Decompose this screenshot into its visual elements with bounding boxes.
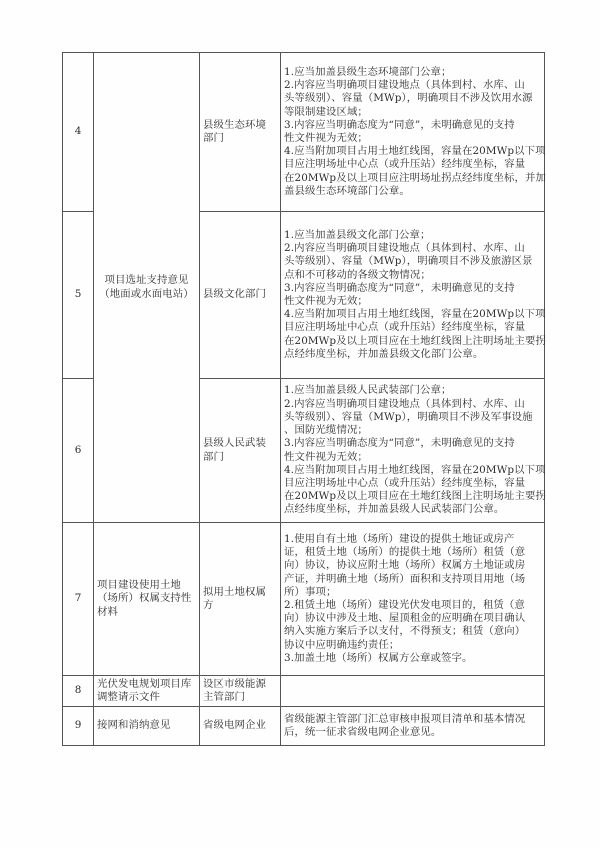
requirement-line: 3.加盖土地（场所）权属方公章或签字。 — [284, 651, 473, 664]
requirement-line: 头等级别）、容量（MWp），明确项目不涉及饮用水源 — [284, 92, 533, 105]
requirement-line: 向）协议中涉及土地、屋顶租金的应明确在项目确认 — [284, 612, 526, 625]
category-line: 接网和消纳意见 — [97, 719, 171, 732]
department-cell — [200, 379, 281, 523]
department-cell — [200, 523, 281, 676]
requirement-line: 3.内容应当明确态度为“同意”，未明确意见的支持 — [284, 118, 515, 131]
requirement-line: 、国防光缆情况； — [284, 424, 368, 437]
category-line: 材料 — [97, 605, 118, 618]
requirement-line: 省级能源主管部门汇总审核申报项目清单和基本情况 — [284, 712, 526, 725]
requirement-line: 向）协议，协议应附土地（场所）权属方土地证或房 — [284, 559, 526, 572]
department-line: 部门 — [203, 450, 224, 463]
table-row — [63, 707, 545, 746]
requirements-cell — [281, 523, 545, 676]
requirement-line: 1.使用自有土地（场所）建设的提供土地证或房产 — [284, 532, 515, 545]
requirement-line: 2.租赁土地（场所）建设光伏发电项目的，租赁（意 — [284, 599, 525, 611]
requirement-line: 等限制建设区域； — [284, 105, 368, 118]
requirement-line: 纳入实施方案后予以支付，不得预支；租赁（意向） — [284, 625, 526, 638]
requirement-line: 3.内容应当明确态度为“同意”，未明确意见的支持 — [284, 437, 515, 450]
category-cell — [94, 53, 200, 523]
requirement-line: 点经纬度坐标，并加盖县级文化部门公章。 — [284, 347, 484, 360]
requirements-cell — [281, 676, 545, 707]
requirement-line: 2.内容应当明确项目建设地点（具体到村、水库、山 — [284, 242, 525, 255]
requirement-line: 证，租赁土地（场所）的提供土地（场所）租赁（意 — [284, 546, 526, 559]
requirements-cell — [281, 53, 545, 212]
requirement-line: 1.应当加盖县级文化部门公章； — [284, 228, 431, 241]
requirement-line: 所）事项； — [284, 585, 337, 598]
category-line: 光伏发电规划项目库 — [97, 677, 192, 690]
department-line: 县级文化部门 — [203, 288, 266, 301]
row-number: 7 — [63, 523, 94, 676]
row-number: 6 — [63, 379, 94, 523]
category-line: 调整请示文件 — [97, 691, 160, 703]
requirement-line: 2.内容应当明确项目建设地点（具体到村、水库、山 — [284, 79, 525, 92]
department-line: 县级人民武装 — [203, 437, 266, 450]
row-number: 4 — [63, 53, 94, 212]
requirement-line: 1.应当加盖县级生态环境部门公章； — [284, 65, 452, 78]
requirement-line: 头等级别）、容量（MWp），明确项目不涉及军事设施 — [284, 410, 533, 423]
category-line: 项目选址支持意见 — [104, 274, 189, 287]
requirement-line: 性文件视为无效； — [284, 132, 368, 144]
requirement-line: 产证，并明确土地（场所）面积和支持项目用地（场 — [284, 572, 526, 585]
requirement-line: 目应注明场址中心点（或升压站）经纬度坐标，容量 — [284, 158, 526, 171]
requirement-line: 协议中应明确违约责任； — [284, 638, 400, 651]
department-cell — [200, 707, 281, 746]
requirement-line: 性文件视为无效； — [284, 295, 368, 307]
requirement-line: 4.应当附加项目占用土地红线图，容量在20MWp以下项 — [284, 463, 546, 476]
requirement-line: 目应注明场址中心点（或升压站）经纬度坐标，容量 — [284, 476, 526, 489]
requirement-line: 3.内容应当明确态度为“同意”，未明确意见的支持 — [284, 281, 515, 294]
department-line: 拟用土地权属 — [203, 585, 266, 598]
category-line: （场所）权属支持性 — [97, 592, 192, 605]
requirement-line: 在20MWp及以上项目应在土地红线图上注明场址主要拐 — [284, 490, 546, 503]
department-line: 县级生态环境 — [203, 118, 266, 131]
requirements-cell — [281, 212, 545, 379]
department-cell — [200, 676, 281, 707]
requirement-line: 2.内容应当明确项目建设地点（具体到村、水库、山 — [284, 397, 525, 410]
category-cell — [94, 676, 200, 707]
requirement-line: 头等级别）、容量（MWp），明确项目不涉及旅游区景 — [284, 255, 533, 268]
requirement-line: 在20MWp及以上项目应注明场址拐点经纬度坐标，并加 — [284, 171, 546, 184]
requirement-line: 4.应当附加项目占用土地红线图，容量在20MWp以下项 — [284, 145, 546, 158]
department-line: 设区市级能源 — [203, 677, 266, 690]
category-line: （地面或水面电站） — [99, 287, 194, 300]
department-cell — [200, 53, 281, 212]
category-cell — [94, 523, 200, 676]
table-row — [63, 53, 545, 212]
requirements-cell — [281, 707, 545, 746]
requirement-line: 目应注明场址中心点（或升压站）经纬度坐标，容量 — [284, 321, 526, 334]
department-line: 部门 — [203, 132, 224, 144]
requirement-line: 1.应当加盖县级人民武装部门公章； — [284, 384, 452, 397]
requirement-line: 在20MWp及以上项目应在土地红线图上注明场址主要拐 — [284, 334, 546, 347]
requirement-line: 点经纬度坐标，并加盖县级人民武装部门公章。 — [284, 503, 505, 516]
department-line: 方 — [203, 599, 214, 611]
table-row — [63, 523, 545, 676]
requirements-table — [62, 52, 545, 746]
requirement-line: 后，统一征求省级电网企业意见。 — [284, 726, 442, 738]
department-cell — [200, 212, 281, 379]
requirement-line: 性文件视为无效； — [284, 450, 368, 463]
department-line: 省级电网企业 — [203, 719, 266, 732]
table-row — [63, 676, 545, 707]
department-line: 主管部门 — [203, 691, 245, 703]
requirement-line: 盖县级生态环境部门公章。 — [284, 184, 410, 197]
requirement-line: 点和不可移动的各级文物情况； — [284, 268, 431, 281]
requirement-line: 4.应当附加项目占用土地红线图，容量在20MWp以下项 — [284, 308, 546, 321]
category-line: 项目建设使用土地 — [97, 579, 181, 592]
category-cell — [94, 707, 200, 746]
row-number: 8 — [63, 676, 94, 707]
row-number: 9 — [63, 707, 94, 746]
requirements-cell — [281, 379, 545, 523]
row-number: 5 — [63, 212, 94, 379]
